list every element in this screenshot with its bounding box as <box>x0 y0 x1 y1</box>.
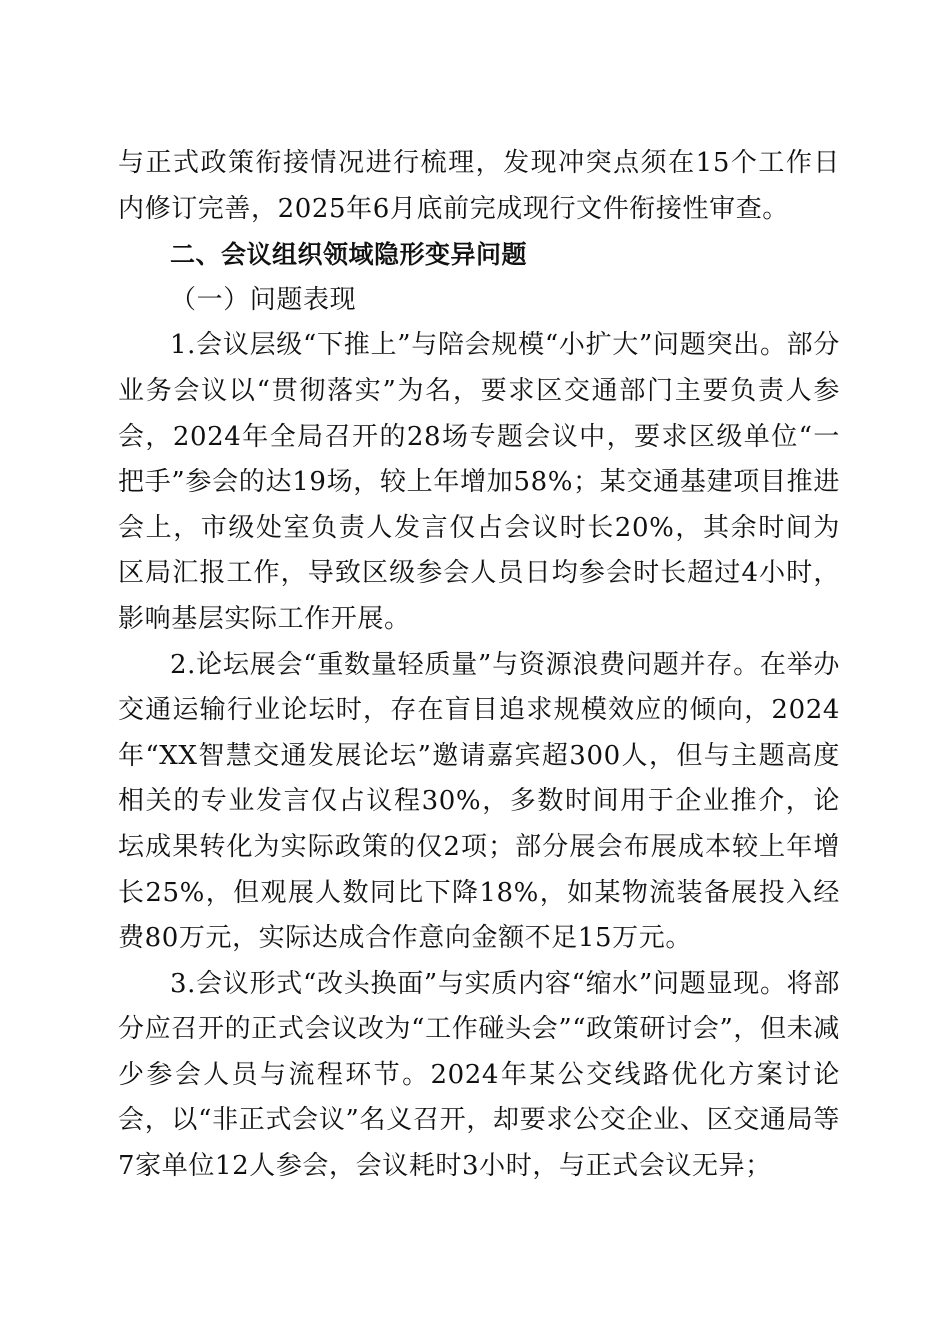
subsection-heading: （一）问题表现 <box>170 284 357 315</box>
section-heading: 二、会议组织领域隐形变异问题 <box>170 240 528 270</box>
list-item-1: 1.会议层级“下推上”与陪会规模“小扩大”问题突出。部分业务会议以“贯彻落实”为名，要求区交通部门主要负责人参会，2024年全局召开的28场专题会议中，要求区级单位“一把手”参会的达19场，较上年增加58%；某交通基建项目推进会上，市级处室负责人发言仅占会议时长20%，其余时间为区局汇报工作，导致区级参会人员日均参会时长超过4小时，影响基层实际工作开展。 <box>118 330 840 634</box>
continuation-paragraph: 与正式政策衔接情况进行梳理，发现冲突点须在15个工作日内修订完善，2025年6月底前完成现行文件衔接性审查。 <box>118 148 840 224</box>
list-item-3: 3.会议形式“改头换面”与实质内容“缩水”问题显现。将部分应召开的正式会议改为“工作碰头会”“政策研讨会”，但未减少参会人员与流程环节。2024年某公交线路优化方案讨论会，以“非正式会议”名义召开，却要求公交企业、区交通局等7家单位12人参会，会议耗时3小时，与正式会议无异； <box>118 968 840 1182</box>
list-item-2: 2.论坛展会“重数量轻质量”与资源浪费问题并存。在举办交通运输行业论坛时，存在盲目追求规模效应的倾向，2024年“XX智慧交通发展论坛”邀请嘉宾超300人，但与主题高度相关的专业发言仅占议程30%，多数时间用于企业推介，论坛成果转化为实际政策的仅2项；部分展会布展成本较上年增长25%，但观展人数同比下降18%，如某物流装备展投入经费80万元，实际达成合作意向金额不足15万元。 <box>118 649 840 954</box>
document-body <box>118 141 840 1190</box>
